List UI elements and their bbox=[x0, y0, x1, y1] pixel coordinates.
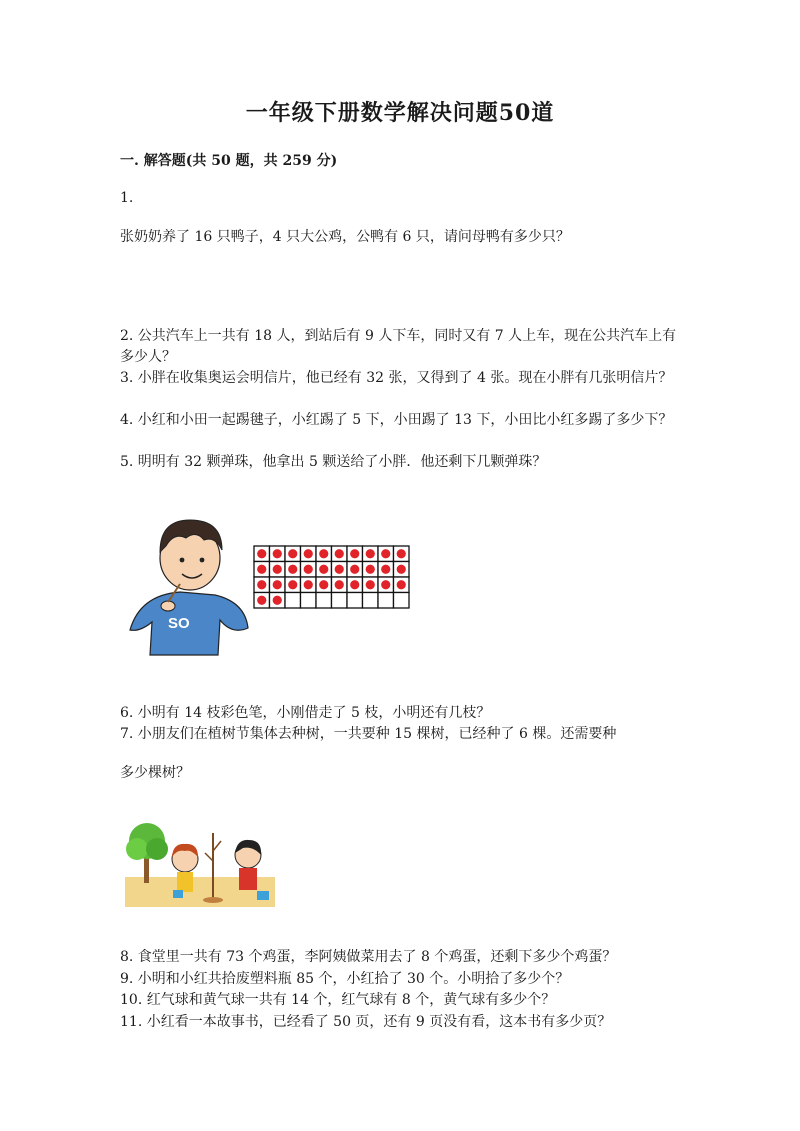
question-3: 3. 小胖在收集奥运会明信片，他已经有 32 张，又得到了 4 张。现在小胖有几张明信片？ bbox=[120, 370, 673, 386]
marble-dot bbox=[304, 565, 313, 574]
marble-dot bbox=[257, 565, 266, 574]
marble-dot bbox=[335, 549, 344, 558]
page-title: 一年级下册数学解决问题50道 bbox=[245, 100, 555, 126]
marble-dot bbox=[304, 549, 313, 558]
marble-dot bbox=[319, 549, 328, 558]
marble-dot bbox=[335, 565, 344, 574]
shirt-text: SO bbox=[168, 615, 190, 632]
question-5: 5. 明明有 32 颗弹珠，他拿出 5 颗送给了小胖．他还剩下几颗弹珠？ bbox=[120, 454, 547, 470]
question-1-number: 1. bbox=[120, 190, 134, 206]
marble-dot bbox=[397, 565, 406, 574]
question-11: 11. 小红看一本故事书，已经看了 50 页，还有 9 页没有看，这本书有多少页？ bbox=[120, 1014, 612, 1030]
marble-dot bbox=[381, 565, 390, 574]
question-7-line-1: 7. 小朋友们在植树节集体去种树，一共要种 15 棵树，已经种了 6 棵。还需要种 bbox=[120, 726, 617, 742]
marble-dot bbox=[288, 565, 297, 574]
marble-dot bbox=[288, 580, 297, 589]
grid-cell bbox=[301, 593, 317, 609]
question-8: 8. 食堂里一共有 73 个鸡蛋，李阿姨做菜用去了 8 个鸡蛋，还剩下多少个鸡蛋？ bbox=[120, 949, 617, 965]
question-2: 2. 公共汽车上一共有 18 人，到站后有 9 人下车，同时又有 7 人上车，现在公共汽车上有多少人？ bbox=[120, 328, 677, 365]
tree-icon bbox=[126, 823, 168, 883]
marble-dot bbox=[366, 580, 375, 589]
grid-cell bbox=[363, 593, 379, 609]
tree-planting-illustration bbox=[125, 815, 275, 907]
question-10: 10. 红气球和黄气球一共有 14 个，红气球有 8 个，黄气球有多少个？ bbox=[120, 992, 556, 1008]
marble-dot bbox=[350, 580, 359, 589]
marble-dot bbox=[350, 565, 359, 574]
question-7-line-2: 多少棵树？ bbox=[120, 765, 190, 781]
marble-dot bbox=[381, 549, 390, 558]
marble-dot bbox=[273, 596, 282, 605]
marble-dot bbox=[319, 580, 328, 589]
question-1-text: 张奶奶养了 16 只鸭子，4 只大公鸡，公鸭有 6 只，请问母鸭有多少只？ bbox=[120, 229, 570, 245]
marble-grid bbox=[254, 546, 409, 608]
question-4: 4. 小红和小田一起踢毽子，小红踢了 5 下，小田踢了 13 下，小田比小红多踢了多少下？ bbox=[120, 412, 673, 428]
grid-cell bbox=[378, 593, 394, 609]
grid-cell bbox=[394, 593, 410, 609]
marble-dot bbox=[335, 580, 344, 589]
marble-dot bbox=[273, 565, 282, 574]
marble-dot bbox=[304, 580, 313, 589]
boy-figure bbox=[130, 520, 248, 655]
marble-dot bbox=[397, 549, 406, 558]
marble-dot bbox=[350, 549, 359, 558]
marbles-illustration bbox=[120, 510, 420, 660]
question-9: 9. 小明和小红共拾废塑料瓶 85 个，小红拾了 30 个。小明拾了多少个？ bbox=[120, 971, 570, 987]
marble-dot bbox=[397, 580, 406, 589]
marble-dot bbox=[366, 565, 375, 574]
grid-cell bbox=[347, 593, 363, 609]
marble-dot bbox=[273, 549, 282, 558]
marble-dot bbox=[273, 580, 282, 589]
question-6: 6. 小明有 14 枝彩色笔，小刚借走了 5 枝，小明还有几枝？ bbox=[120, 705, 491, 721]
grid-cell bbox=[316, 593, 332, 609]
marble-dot bbox=[257, 549, 266, 558]
marble-dot bbox=[366, 549, 375, 558]
marble-dot bbox=[381, 580, 390, 589]
marble-dot bbox=[257, 596, 266, 605]
grid-cell bbox=[332, 593, 348, 609]
section-heading: 一. 解答题(共 50 题，共 259 分) bbox=[120, 153, 338, 169]
marble-dot bbox=[257, 580, 266, 589]
grid-cell bbox=[285, 593, 301, 609]
marble-dot bbox=[288, 549, 297, 558]
marble-dot bbox=[319, 565, 328, 574]
